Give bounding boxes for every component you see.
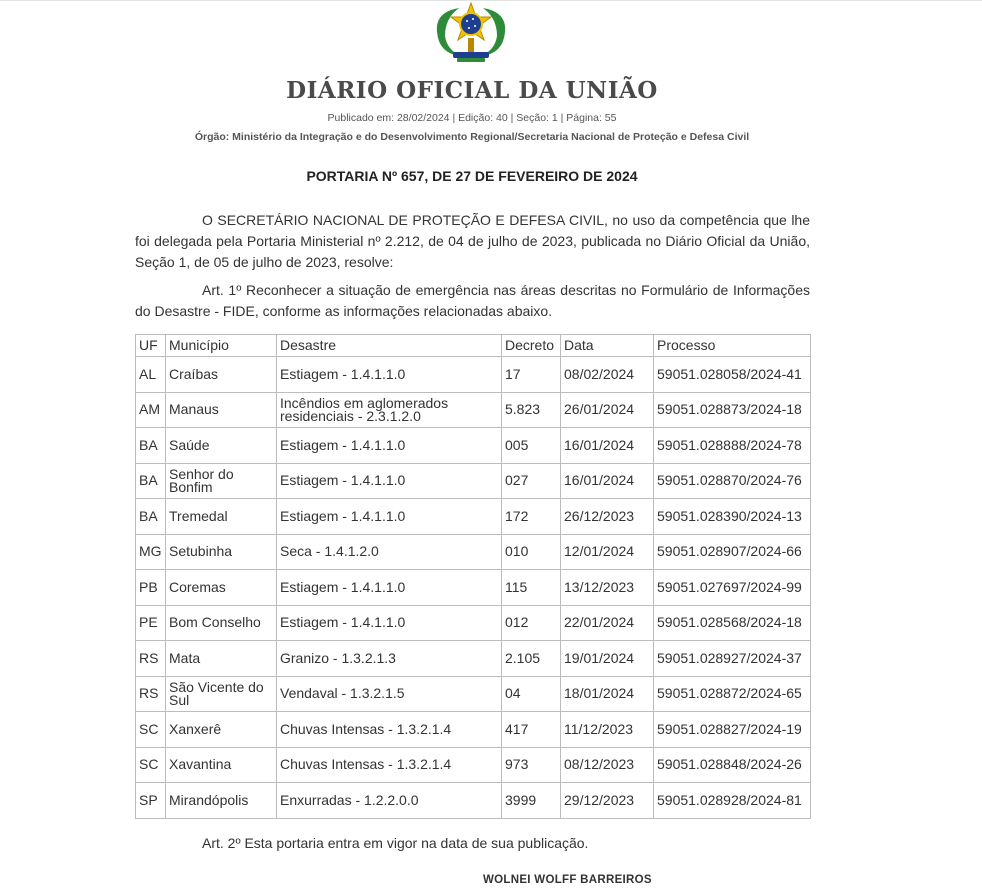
cell-data: 26/12/2023 (561, 499, 654, 535)
cell-data: 26/01/2024 (561, 392, 654, 428)
table-row (136, 712, 811, 748)
preamble-paragraph: O SECRETÁRIO NACIONAL DE PROTEÇÃO E DEFESA CIVIL, no uso da competência que lhe foi delegada pela Portaria Ministerial nº 2.212, de 04 de julho de 2023, publicada no Diário Oficial da União, Seção 1, de 05 de julho de 2023, resolve: (135, 212, 810, 270)
cell-municipio: Senhor do Bonfim (166, 463, 277, 499)
cell-desastre: Vendaval - 1.3.2.1.5 (277, 676, 502, 712)
column-header-municipio: Município (166, 335, 277, 357)
cell-decreto: 17 (502, 357, 561, 393)
cell-decreto: 005 (502, 428, 561, 464)
cell-processo: 59051.028872/2024-65 (654, 676, 811, 712)
cell-processo: 59051.028827/2024-19 (654, 712, 811, 748)
cell-decreto: 027 (502, 463, 561, 499)
issuing-organ: Órgão: Ministério da Integração e do Desenvolvimento Regional/Secretaria Nacional de Proteção e Defesa Civil (194, 131, 750, 143)
table-row (136, 428, 811, 464)
cell-decreto: 973 (502, 747, 561, 783)
cell-processo: 59051.028058/2024-41 (654, 357, 811, 393)
cell-processo: 59051.028568/2024-18 (654, 605, 811, 641)
cell-decreto: 5.823 (502, 392, 561, 428)
cell-data: 12/01/2024 (561, 534, 654, 570)
cell-desastre: Granizo - 1.3.2.1.3 (277, 641, 502, 677)
cell-municipio: Setubinha (166, 534, 277, 570)
cell-uf: SP (136, 783, 166, 819)
cell-uf: AL (136, 357, 166, 393)
cell-data: 08/12/2023 (561, 747, 654, 783)
cell-municipio: São Vicente do Sul (166, 676, 277, 712)
cell-processo: 59051.028848/2024-26 (654, 747, 811, 783)
cell-desastre: Estiagem - 1.4.1.1.0 (277, 570, 502, 606)
table-header-row (136, 335, 811, 357)
column-header-uf: UF (136, 335, 166, 357)
cell-uf: BA (136, 499, 166, 535)
cell-desastre: Chuvas Intensas - 1.3.2.1.4 (277, 712, 502, 748)
cell-uf: AM (136, 392, 166, 428)
cell-decreto: 04 (502, 676, 561, 712)
cell-decreto: 2.105 (502, 641, 561, 677)
cell-municipio: Craíbas (166, 357, 277, 393)
cell-data: 19/01/2024 (561, 641, 654, 677)
table-row (136, 570, 811, 606)
cell-uf: RS (136, 676, 166, 712)
table-row (136, 357, 811, 393)
cell-uf: MG (136, 534, 166, 570)
top-divider (0, 0, 982, 1)
cell-municipio: Xanxerê (166, 712, 277, 748)
table-row (136, 676, 811, 712)
cell-data: 08/02/2024 (561, 357, 654, 393)
table-row (136, 747, 811, 783)
table-row (136, 534, 811, 570)
table-row (136, 783, 811, 819)
cell-decreto: 010 (502, 534, 561, 570)
cell-desastre: Seca - 1.4.1.2.0 (277, 534, 502, 570)
cell-processo: 59051.028888/2024-78 (654, 428, 811, 464)
cell-decreto: 012 (502, 605, 561, 641)
cell-uf: SC (136, 712, 166, 748)
cell-decreto: 3999 (502, 783, 561, 819)
cell-uf: SC (136, 747, 166, 783)
cell-data: 13/12/2023 (561, 570, 654, 606)
cell-desastre: Estiagem - 1.4.1.1.0 (277, 357, 502, 393)
cell-municipio: Bom Conselho (166, 605, 277, 641)
cell-decreto: 115 (502, 570, 561, 606)
table-row (136, 641, 811, 677)
cell-processo: 59051.028873/2024-18 (654, 392, 811, 428)
article-2-paragraph: Art. 2º Esta portaria entra em vigor na data de sua publicação. (202, 835, 589, 851)
cell-municipio: Xavantina (166, 747, 277, 783)
cell-municipio: Tremedal (166, 499, 277, 535)
article-1-paragraph: Art. 1º Reconhecer a situação de emergência nas áreas descritas no Formulário de Informações do Desastre - FIDE, conforme as informações relacionadas abaixo. (135, 282, 810, 319)
cell-processo: 59051.028928/2024-81 (654, 783, 811, 819)
table-row (136, 463, 811, 499)
cell-municipio: Saúde (166, 428, 277, 464)
table-row (136, 605, 811, 641)
column-header-decreto: Decreto (502, 335, 561, 357)
cell-data: 18/01/2024 (561, 676, 654, 712)
cell-desastre: Estiagem - 1.4.1.1.0 (277, 605, 502, 641)
cell-processo: 59051.028390/2024-13 (654, 499, 811, 535)
cell-data: 11/12/2023 (561, 712, 654, 748)
newspaper-title: DIÁRIO OFICIAL DA UNIÃO (286, 77, 658, 104)
cell-data: 22/01/2024 (561, 605, 654, 641)
cell-uf: BA (136, 463, 166, 499)
cell-uf: PE (136, 605, 166, 641)
cell-municipio: Mirandópolis (166, 783, 277, 819)
signer-name: WOLNEI WOLFF BARREIROS (483, 874, 652, 886)
cell-data: 29/12/2023 (561, 783, 654, 819)
cell-processo: 59051.028870/2024-76 (654, 463, 811, 499)
publication-info: Publicado em: 28/02/2024 | Edição: 40 | Seção: 1 | Página: 55 (327, 112, 617, 124)
cell-desastre: Enxurradas - 1.2.2.0.0 (277, 783, 502, 819)
cell-uf: BA (136, 428, 166, 464)
cell-desastre: Estiagem - 1.4.1.1.0 (277, 428, 502, 464)
cell-municipio: Manaus (166, 392, 277, 428)
cell-processo: 59051.027697/2024-99 (654, 570, 811, 606)
cell-data: 16/01/2024 (561, 428, 654, 464)
column-header-data: Data (561, 335, 654, 357)
table-row (136, 392, 811, 428)
cell-processo: 59051.028907/2024-66 (654, 534, 811, 570)
cell-desastre: Chuvas Intensas - 1.3.2.1.4 (277, 747, 502, 783)
cell-desastre: Estiagem - 1.4.1.1.0 (277, 499, 502, 535)
cell-uf: PB (136, 570, 166, 606)
cell-municipio: Coremas (166, 570, 277, 606)
coat-of-arms-icon (431, 2, 511, 64)
portaria-title: PORTARIA Nº 657, DE 27 DE FEVEREIRO DE 2024 (306, 168, 638, 184)
cell-data: 16/01/2024 (561, 463, 654, 499)
cell-desastre: Estiagem - 1.4.1.1.0 (277, 463, 502, 499)
cell-decreto: 172 (502, 499, 561, 535)
cell-desastre: Incêndios em aglomerados residenciais - 2.3.1.2.0 (277, 392, 502, 428)
cell-processo: 59051.028927/2024-37 (654, 641, 811, 677)
emergency-areas-table (135, 334, 811, 819)
cell-municipio: Mata (166, 641, 277, 677)
cell-uf: RS (136, 641, 166, 677)
table-row (136, 499, 811, 535)
column-header-processo: Processo (654, 335, 811, 357)
cell-decreto: 417 (502, 712, 561, 748)
column-header-desastre: Desastre (277, 335, 502, 357)
